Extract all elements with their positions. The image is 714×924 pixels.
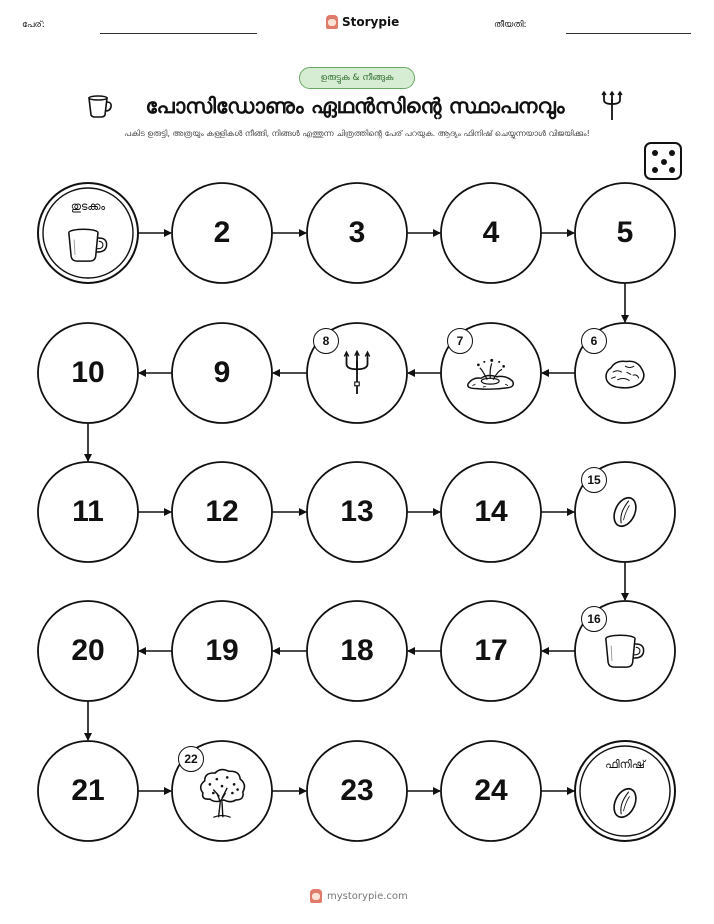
space-number: 2	[213, 216, 231, 249]
finish-label: ഫിനിഷ്	[605, 758, 645, 771]
board-space[interactable]	[172, 183, 272, 283]
board-space[interactable]	[38, 601, 138, 701]
space-number: 17	[474, 634, 508, 667]
page-title: പോസിഡോണും ഏഥൻസിന്റെ സ്ഥാപനവും	[145, 94, 565, 118]
space-number-badge: 15	[581, 467, 607, 493]
space-number-badge: 7	[447, 328, 473, 354]
board-space[interactable]	[172, 601, 272, 701]
space-number-badge: 16	[581, 606, 607, 632]
board-space[interactable]	[172, 462, 272, 562]
space-number-badge: 6	[581, 328, 607, 354]
space-number: 10	[71, 356, 105, 389]
space-number: 13	[340, 495, 374, 528]
board-space[interactable]	[38, 741, 138, 841]
space-number: 23	[340, 774, 374, 807]
space-number: 5	[616, 216, 634, 249]
storypie-mascot-icon	[310, 889, 322, 903]
board-space[interactable]	[575, 183, 675, 283]
name-label: പേര്:	[22, 20, 45, 30]
space-number: 24	[474, 774, 508, 807]
space-number-badge: 8	[313, 328, 339, 354]
board-space[interactable]	[307, 183, 407, 283]
board-space[interactable]	[38, 462, 138, 562]
space-number-badge: 22	[178, 746, 204, 772]
board-space[interactable]	[307, 462, 407, 562]
space-number: 9	[213, 356, 231, 389]
space-number: 4	[482, 216, 500, 249]
space-number: 19	[205, 634, 239, 667]
start-label: തുടക്കം	[70, 200, 106, 213]
footer	[310, 888, 408, 904]
board-space[interactable]	[441, 601, 541, 701]
board-space[interactable]	[441, 741, 541, 841]
brand-name: Storypie	[342, 15, 400, 29]
space-number: 11	[72, 495, 104, 528]
space-number: 18	[340, 634, 374, 667]
date-label: തീയതി:	[494, 20, 527, 30]
space-number: 20	[71, 634, 105, 667]
board-space[interactable]	[307, 601, 407, 701]
activity-tag: ഉരുട്ടുക & നീങ്ങുക	[299, 67, 415, 89]
instructions: പകിട ഉരുട്ടി, അത്രയും കള്ളികൾ നീങ്ങി, നിങ്ങൾ എത്തുന്ന ചിത്രത്തിന്റെ പേര് പറയുക. ആദ്യം ഫിനിഷ് ചെയ്യുന്നയാൾ വിജയിക്കും!	[124, 129, 590, 138]
board-space[interactable]	[172, 323, 272, 423]
space-number: 12	[205, 495, 239, 528]
board-space[interactable]	[441, 462, 541, 562]
board-space[interactable]	[307, 741, 407, 841]
space-number: 3	[348, 216, 366, 249]
space-number: 14	[474, 495, 508, 528]
board-space[interactable]	[441, 183, 541, 283]
space-number: 21	[71, 774, 105, 807]
footer-url[interactable]: mystorypie.com	[327, 890, 408, 902]
board-space[interactable]	[38, 323, 138, 423]
